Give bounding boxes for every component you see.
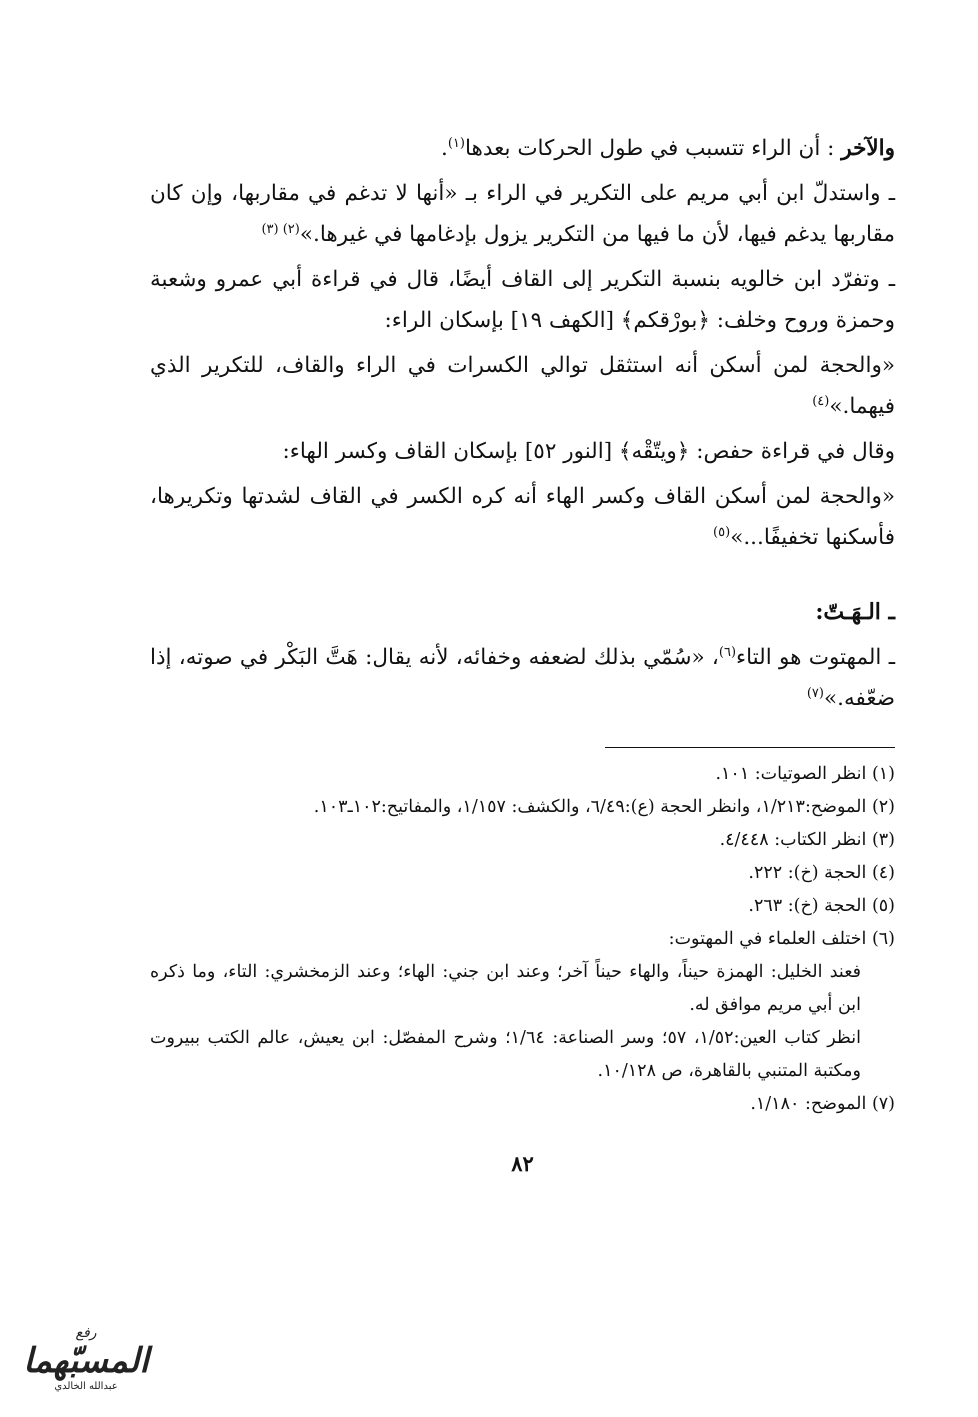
paragraph-1 bbox=[150, 128, 895, 169]
watermark-main: المسبّهما bbox=[23, 1341, 149, 1381]
paragraph-text: «والحجة لمن أسكن أنه استثقل توالي الكسرات في الراء والقاف، للتكرير الذي فيهما.» bbox=[150, 353, 895, 419]
footnote-text: الموضح:١/٢١٣، وانظر الحجة (ع):٦/٤٩، والكشف: ١/١٥٧، والمفاتيح:١٠٢ـ١٠٣. bbox=[313, 797, 867, 817]
footnote-ref[interactable]: (١) bbox=[447, 135, 465, 151]
footnote-ref[interactable]: (٧) bbox=[806, 685, 824, 701]
paragraph-text: ـ المهتوت هو التاء bbox=[736, 645, 895, 670]
footnote-number: (٧) bbox=[871, 1094, 895, 1114]
section-heading: ـ الـهَـتّ: bbox=[815, 599, 895, 625]
footnote-text: الموضح: ١/١٨٠. bbox=[750, 1094, 867, 1114]
paragraph-text: وقال في قراءة حفص: ﴿ويتّقْه﴾ [النور ٥٢] بإسكان القاف وكسر الهاء: bbox=[282, 439, 895, 464]
footnote-text: انظر الكتاب: ٤/٤٤٨. bbox=[719, 830, 867, 850]
page-number: ٨٢ bbox=[511, 1151, 534, 1176]
footnote-ref[interactable]: (٦) bbox=[718, 644, 737, 660]
footnote-number: (٢) bbox=[871, 797, 895, 817]
footnote-6-line-2: انظر كتاب العين:١/٥٢، ٥٧؛ وسر الصناعة: ١/٦٤؛ وشرح المفصّل: ابن يعيش، عالم الكتب ببيروت ومكتبة المتنبي بالقاهرة، ص ١٠/١٢٨. bbox=[150, 1028, 861, 1081]
paragraph-lead: والآخر bbox=[841, 136, 895, 161]
footnote-7 bbox=[150, 1088, 895, 1121]
paragraph-4 bbox=[150, 345, 895, 427]
footnote-number: (٤) bbox=[871, 863, 895, 883]
footnote-divider bbox=[605, 747, 895, 748]
footnote-number: (٥) bbox=[871, 896, 895, 916]
footnote-text: الحجة (خ): ٢٦٣. bbox=[748, 896, 867, 916]
footnote-text: انظر الصوتيات: ١٠١. bbox=[715, 764, 867, 784]
footnote-3 bbox=[150, 824, 895, 857]
paragraph-7 bbox=[150, 637, 895, 719]
watermark-top: رفع bbox=[75, 1325, 97, 1341]
footnote-number: (١) bbox=[871, 764, 895, 784]
page-body bbox=[150, 128, 895, 1176]
footnote-5 bbox=[150, 890, 895, 923]
footnote-1 bbox=[150, 758, 895, 791]
paragraph-text-2: ، «سُمّي بذلك لضعفه وخفائه، لأنه يقال: هَتَّ البَكْر في صوته، إذا ضعّفه.» bbox=[150, 645, 895, 711]
watermark-logo bbox=[6, 1325, 166, 1405]
paragraph-text: ـ وتفرّد ابن خالويه بنسبة التكرير إلى القاف أيضًا، قال في قراءة أبي عمرو وشعبة وحمزة وروح وخلف: ﴿بورْقكم﴾ [الكهف ١٩] بإسكان الراء: bbox=[150, 267, 895, 333]
paragraph-text: ـ واستدلّ ابن أبي مريم على التكرير في الراء بـ «أنها لا تدغم في مقاربها، وإن كان مقاربها يدغم فيها، لأن ما فيها من التكرير يزول بإدغامها في غيرها.» bbox=[150, 181, 895, 247]
footnote-4 bbox=[150, 857, 895, 890]
watermark-sub: عبدالله الخالدي bbox=[54, 1381, 118, 1392]
paragraph-text: «والحجة لمن أسكن القاف وكسر الهاء أنه كره الكسر في القاف لشدتها وتكريرها، فأسكنها تخفيفًا...» bbox=[150, 484, 895, 550]
paragraph-6 bbox=[150, 476, 895, 558]
footnote-6 bbox=[150, 923, 895, 956]
footnote-ref[interactable]: (٤) bbox=[812, 393, 830, 409]
paragraph-5 bbox=[150, 431, 895, 472]
footnote-6-line-1: فعند الخليل: الهمزة حيناً، والهاء حيناً آخر؛ وعند ابن جني: الهاء؛ وعند الزمخشري: التاء، وما ذكره ابن أبي مريم موافق له. bbox=[150, 962, 862, 1015]
footnote-2 bbox=[150, 791, 895, 824]
paragraph-2 bbox=[150, 173, 895, 255]
footnote-number: (٦) bbox=[871, 929, 895, 949]
paragraph-text: : أن الراء تتسبب في طول الحركات بعدها bbox=[464, 136, 842, 161]
footnote-ref[interactable]: (٢) (٣) bbox=[261, 221, 300, 237]
footnote-text: اختلف العلماء في المهتوت: bbox=[668, 929, 867, 949]
footnote-number: (٣) bbox=[871, 830, 895, 850]
paragraph-tail: . bbox=[440, 136, 448, 161]
paragraph-3 bbox=[150, 259, 895, 341]
footnote-ref[interactable]: (٥) bbox=[713, 524, 731, 540]
footnote-text: الحجة (خ): ٢٢٢. bbox=[748, 863, 867, 883]
